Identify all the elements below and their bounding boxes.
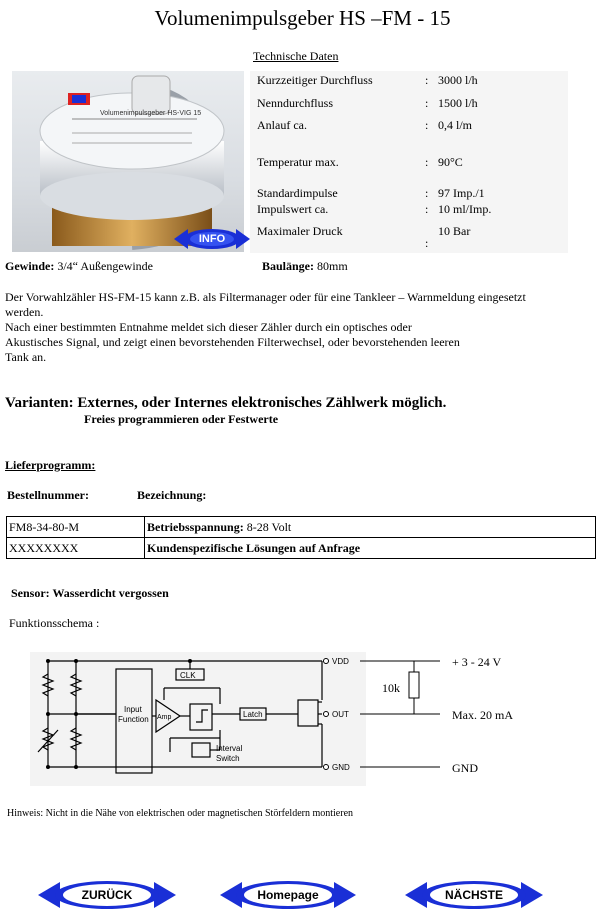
next-button-label: NÄCHSTE <box>444 888 503 902</box>
product-table <box>6 516 596 559</box>
description-line: Tank an. <box>5 350 47 364</box>
spec-colon: : <box>425 186 429 200</box>
spec-value: 3000 l/h <box>438 73 478 87</box>
interval-label-2: Switch <box>216 754 240 763</box>
supply-voltage: + 3 - 24 V <box>452 655 502 669</box>
spec-colon: : <box>425 155 429 169</box>
info-button[interactable] <box>174 228 250 250</box>
gnd-label: GND <box>332 763 350 772</box>
column-bezeichnung: Bezeichnung: <box>137 488 207 502</box>
spec-value: 1500 l/h <box>438 96 478 110</box>
spec-value: 10 ml/Imp. <box>438 202 492 216</box>
spec-label: Standardimpulse <box>257 186 338 200</box>
spec-label: Nenndurchfluss <box>257 96 333 110</box>
product-number: XXXXXXXX <box>7 538 145 559</box>
spec-label: Impulswert ca. <box>257 202 329 216</box>
max-current: Max. 20 mA <box>452 708 513 722</box>
funktionsschema-label: Funktionsschema : <box>9 616 100 630</box>
input-function-label-1: Input <box>124 705 142 714</box>
table-row <box>7 517 596 538</box>
product-description <box>145 517 596 538</box>
spec-label: Kurzzeitiger Durchfluss <box>257 73 373 87</box>
lieferprogramm-heading: Lieferprogramm: <box>5 458 96 472</box>
water-meter-illustration <box>12 71 244 252</box>
description-line: Der Vorwahlzähler HS-FM-15 kann z.B. als Filtermanager oder für eine Tankleer – Warnmeldung eingesetzt <box>5 290 526 304</box>
vdd-label: VDD <box>332 657 349 666</box>
external-wiring <box>360 652 560 786</box>
homepage-button[interactable] <box>220 880 356 910</box>
baulaenge-label: Baulänge: <box>262 259 315 273</box>
clk-label: CLK <box>180 671 196 680</box>
product-description <box>145 538 596 559</box>
product-desc-bold: Kundenspezifische Lösungen auf Anfrage <box>147 540 361 555</box>
amp-label: Amp <box>157 714 172 721</box>
input-function-label-2: Function <box>118 715 149 724</box>
description-line: Akustisches Signal, und zeigt einen bevorstehenden Filterwechsel, oder bevorstehenden leeren <box>5 335 460 349</box>
info-button-label: INFO <box>198 233 226 245</box>
variants-subtitle: Freies programmieren oder Festwerte <box>84 412 279 426</box>
circuit-svg <box>30 652 366 786</box>
product-desc-bold: Betriebsspannung: <box>147 519 244 534</box>
description <box>5 290 600 365</box>
gewinde-value: 3/4“ Außengewinde <box>54 259 153 273</box>
spec-value: 97 Imp./1 <box>438 186 485 200</box>
mounting-hint: Hinweis: Nicht in die Nähe von elektrischen oder magnetischen Störfeldern montieren <box>7 808 354 819</box>
page-title: Volumenimpulsgeber HS –FM - 15 <box>154 6 451 30</box>
spec-row <box>250 118 568 134</box>
next-button[interactable] <box>405 880 543 910</box>
spec-row <box>250 155 568 171</box>
table-row <box>7 538 596 559</box>
column-bestellnummer: Bestellnummer: <box>7 488 89 502</box>
latch-label: Latch <box>243 710 263 719</box>
spec-label: Maximaler Druck <box>257 224 343 238</box>
gewinde <box>5 259 153 274</box>
sensor-note: Sensor: Wasserdicht vergossen <box>11 586 169 600</box>
baulaenge <box>262 259 348 274</box>
spec-colon: : <box>425 202 429 216</box>
spec-colon: : <box>425 96 429 110</box>
photo-label: Volumenimpulsgeber HS-VIG 15 <box>100 110 202 117</box>
resistor-label: 10k <box>382 681 400 695</box>
homepage-button-label: Homepage <box>257 888 319 902</box>
spec-row <box>250 73 568 89</box>
product-number: FM8-34-80-M <box>7 517 145 538</box>
spec-row <box>250 202 568 218</box>
circuit-diagram <box>30 652 366 786</box>
spec-value: 0,4 l/m <box>438 118 473 132</box>
spec-colon: : <box>425 73 429 87</box>
spec-row <box>250 186 568 202</box>
spec-row <box>250 96 568 112</box>
interval-label-1: Interval <box>216 744 243 753</box>
spec-label: Temperatur max. <box>257 155 339 169</box>
spec-panel <box>250 71 568 253</box>
product-desc-rest: 8-28 Volt <box>243 519 292 534</box>
spec-label: Anlauf ca. <box>257 118 307 132</box>
out-label: OUT <box>332 710 349 719</box>
spec-value: 10 Bar <box>438 224 471 238</box>
description-line: Nach einer bestimmten Entnahme meldet sich dieser Zähler durch ein optisches oder <box>5 320 412 334</box>
back-button-label: ZURÜCK <box>81 888 133 902</box>
spec-row <box>250 224 568 250</box>
description-line: werden. <box>5 305 44 319</box>
spec-colon: : <box>425 118 429 132</box>
tech-data-heading: Technische Daten <box>253 49 339 63</box>
product-photo <box>12 71 244 252</box>
spec-colon: : <box>425 236 429 250</box>
gewinde-label: Gewinde: <box>5 259 55 273</box>
baulaenge-value: 80mm <box>314 259 348 273</box>
back-button[interactable] <box>38 880 176 910</box>
spec-value: 90°C <box>438 155 463 169</box>
variants-heading: Varianten: Externes, oder Internes elektronisches Zählwerk möglich. <box>5 395 447 411</box>
gnd-right-label: GND <box>452 761 478 775</box>
